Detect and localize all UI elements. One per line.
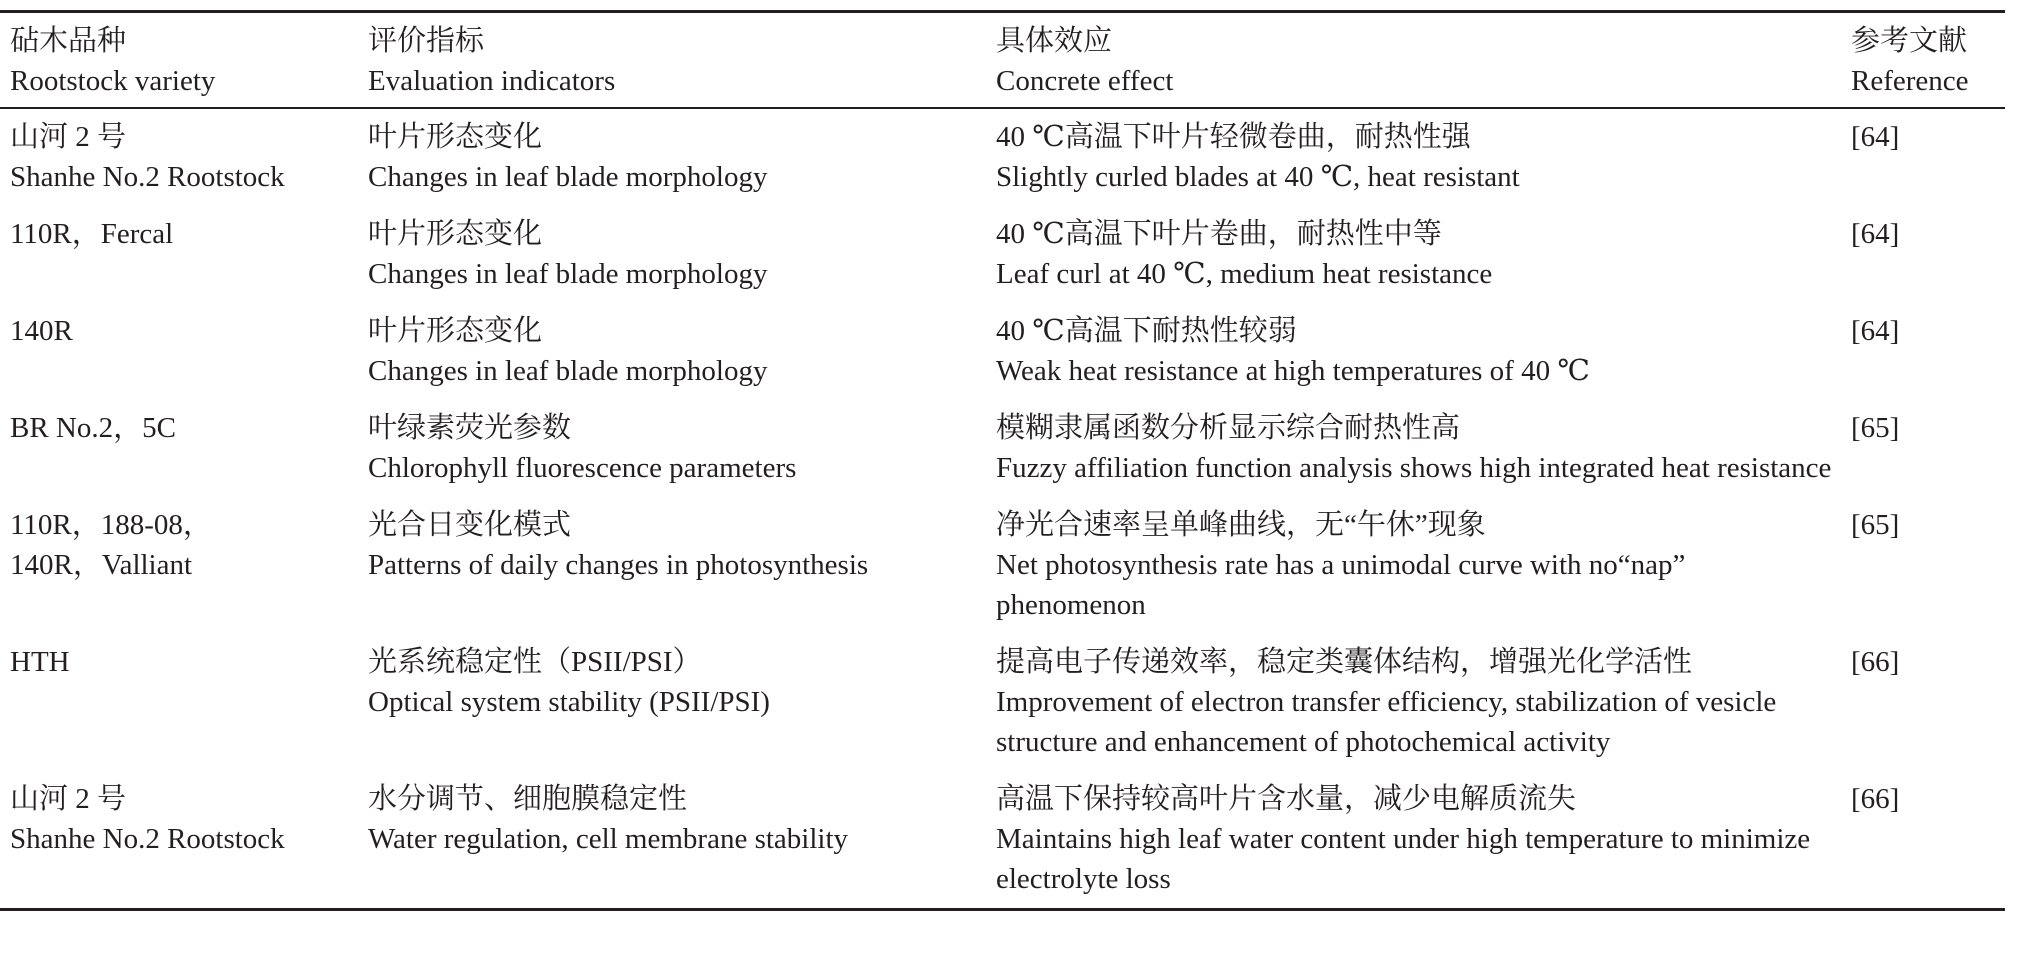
header-row [0, 12, 2005, 109]
effect-en: Maintains high leaf water content under high temperature to minimize electrolyte loss [996, 823, 1811, 895]
cell-variety [0, 206, 368, 303]
reference-link[interactable]: [66] [1851, 646, 1900, 678]
effect-zh: 40 ℃高温下耐热性较弱 [996, 315, 1297, 347]
cell-indicator [368, 400, 996, 497]
table-row [0, 634, 2005, 771]
table-row [0, 303, 2005, 400]
cell-effect [996, 400, 1851, 497]
variety-line1: BR No.2，5C [10, 412, 176, 444]
variety-line1: 山河 2 号 [10, 783, 127, 815]
cell-variety [0, 400, 368, 497]
effect-zh: 40 ℃高温下叶片卷曲，耐热性中等 [996, 218, 1442, 250]
indicator-zh: 叶片形态变化 [368, 218, 543, 250]
header-rootstock-variety [0, 12, 368, 109]
table-row [0, 400, 2005, 497]
indicator-zh: 叶片形态变化 [368, 121, 543, 153]
cell-reference [1851, 400, 2005, 497]
reference-link[interactable]: [64] [1851, 121, 1900, 153]
reference-link[interactable]: [64] [1851, 315, 1900, 347]
indicator-en: Patterns of daily changes in photosynthesis [368, 549, 869, 581]
indicator-zh: 叶绿素荧光参数 [368, 412, 572, 444]
effect-zh: 净光合速率呈单峰曲线，无“午休”现象 [996, 509, 1486, 541]
variety-line1: 140R [10, 315, 73, 347]
cell-reference [1851, 303, 2005, 400]
header-en: Rootstock variety [10, 65, 216, 97]
table-body [0, 108, 2005, 910]
cell-effect [996, 771, 1851, 910]
effect-zh: 高温下保持较高叶片含水量，减少电解质流失 [996, 783, 1577, 815]
rootstock-heat-table [0, 10, 2005, 911]
effect-en: Fuzzy affiliation function analysis shows high integrated heat resistance [996, 452, 1832, 484]
header-zh: 砧木品种 [10, 25, 127, 57]
effect-zh: 模糊隶属函数分析显示综合耐热性高 [996, 412, 1461, 444]
variety-line2: Shanhe No.2 Rootstock [10, 161, 285, 193]
header-zh: 参考文献 [1851, 25, 1968, 57]
header-zh: 具体效应 [996, 25, 1113, 57]
indicator-en: Changes in leaf blade morphology [368, 355, 768, 387]
indicator-zh: 叶片形态变化 [368, 315, 543, 347]
cell-effect [996, 206, 1851, 303]
cell-reference [1851, 497, 2005, 634]
header-en: Evaluation indicators [368, 65, 616, 97]
effect-zh: 提高电子传递效率，稳定类囊体结构，增强光化学活性 [996, 646, 1693, 678]
effect-en: Weak heat resistance at high temperatures of 40 ℃ [996, 355, 1590, 387]
header-en: Concrete effect [996, 65, 1174, 97]
reference-link[interactable]: [64] [1851, 218, 1900, 250]
cell-reference [1851, 206, 2005, 303]
cell-indicator [368, 497, 996, 634]
table-row [0, 497, 2005, 634]
header-zh: 评价指标 [368, 25, 485, 57]
cell-indicator [368, 634, 996, 771]
effect-en: Net photosynthesis rate has a unimodal curve with no“nap” phenomenon [996, 549, 1686, 621]
reference-link[interactable]: [65] [1851, 509, 1900, 541]
reference-link[interactable]: [65] [1851, 412, 1900, 444]
indicator-en: Optical system stability (PSII/PSI) [368, 686, 770, 718]
indicator-zh: 水分调节、细胞膜稳定性 [368, 783, 688, 815]
cell-variety [0, 771, 368, 910]
cell-indicator [368, 771, 996, 910]
indicator-en: Changes in leaf blade morphology [368, 258, 768, 290]
header-evaluation-indicators [368, 12, 996, 109]
header-reference [1851, 12, 2005, 109]
effect-en: Slightly curled blades at 40 ℃, heat resistant [996, 161, 1520, 193]
cell-reference [1851, 108, 2005, 206]
cell-effect [996, 497, 1851, 634]
table-row [0, 108, 2005, 206]
cell-indicator [368, 206, 996, 303]
cell-indicator [368, 303, 996, 400]
effect-zh: 40 ℃高温下叶片轻微卷曲，耐热性强 [996, 121, 1471, 153]
variety-line1: 110R，Fercal [10, 218, 174, 250]
indicator-en: Changes in leaf blade morphology [368, 161, 768, 193]
cell-variety [0, 634, 368, 771]
cell-indicator [368, 108, 996, 206]
rootstock-heat-table-container [0, 10, 2005, 911]
cell-variety [0, 108, 368, 206]
cell-variety [0, 303, 368, 400]
header-en: Reference [1851, 65, 1969, 97]
indicator-en: Chlorophyll fluorescence parameters [368, 452, 797, 484]
cell-effect [996, 108, 1851, 206]
header-concrete-effect [996, 12, 1851, 109]
variety-line1: HTH [10, 646, 70, 678]
variety-line2: 140R，Valliant [10, 549, 193, 581]
cell-reference [1851, 771, 2005, 910]
effect-en: Leaf curl at 40 ℃, medium heat resistance [996, 258, 1493, 290]
table-row [0, 206, 2005, 303]
cell-reference [1851, 634, 2005, 771]
indicator-en: Water regulation, cell membrane stability [368, 823, 849, 855]
reference-link[interactable]: [66] [1851, 783, 1900, 815]
indicator-zh: 光系统稳定性（PSII/PSI） [368, 646, 702, 678]
variety-line1: 110R，188-08， [10, 509, 212, 541]
indicator-zh: 光合日变化模式 [368, 509, 572, 541]
cell-effect [996, 634, 1851, 771]
table-row [0, 771, 2005, 910]
table-header [0, 12, 2005, 109]
cell-effect [996, 303, 1851, 400]
variety-line1: 山河 2 号 [10, 121, 127, 153]
variety-line2: Shanhe No.2 Rootstock [10, 823, 285, 855]
effect-en: Improvement of electron transfer efficiency, stabilization of vesicle structure and enhancement of photochemical activity [996, 686, 1777, 758]
cell-variety [0, 497, 368, 634]
